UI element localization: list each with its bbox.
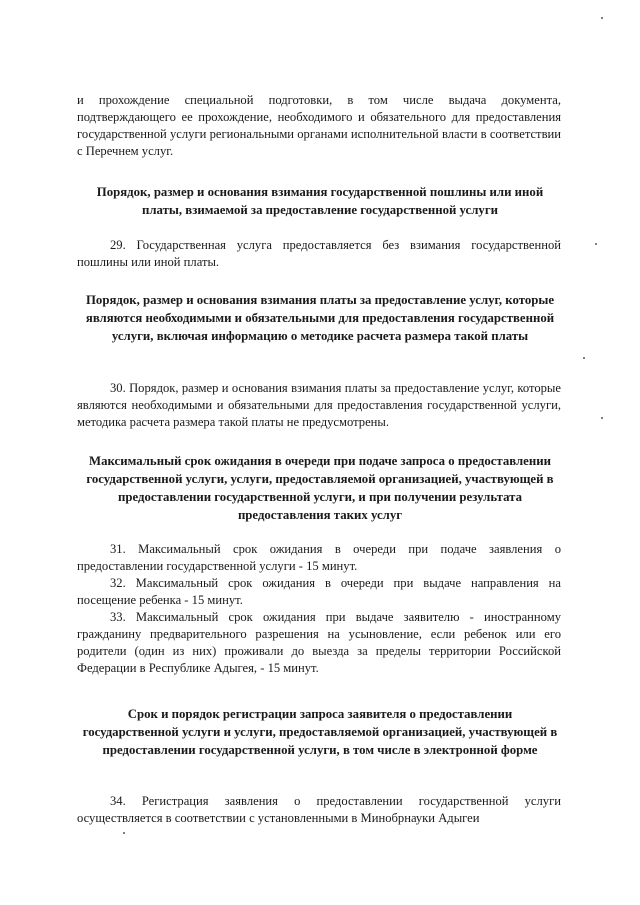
paragraph-29: 29. Государственная услуга предоставляется без взимания государственной пошлины или иной платы.	[77, 238, 561, 269]
section-heading: Порядок, размер и основания взимания платы за предоставление услуг, которые являются необходимыми и обязательными для предоставления государственной услуги, включая информацию о методике расчета размера такой платы	[85, 293, 555, 343]
clauses-31-33	[77, 541, 561, 677]
paragraph-continuation: и прохождение специальной подготовки, в том числе выдача документа, подтверждающего ее прохождение, необходимого и обязательного для предоставления государственной услуги региональными органами исполнительной власти в соответствии с Перечнем услуг.	[77, 93, 561, 158]
section-heading-queue-time	[82, 452, 558, 524]
scan-speck	[583, 357, 585, 359]
paragraph-33: 33. Максимальный срок ожидания при выдаче заявителю - иностранному гражданину предварительного разрешения на усыновление, если ребенок или его родители (один из них) проживали до выезда за пределы территории Российской Федерации в Республике Адыгея, - 15 минут.	[77, 610, 561, 675]
paragraph-31: 31. Максимальный срок ожидания в очереди при подаче заявления о предоставлении государственной услуги - 15 минут.	[77, 542, 561, 573]
scan-speck	[595, 243, 597, 245]
section-heading-fee-for-services	[82, 291, 558, 345]
section-heading: Порядок, размер и основания взимания государственной пошлины или иной платы, взимаемой за предоставление государственной услуги	[96, 185, 544, 217]
section-heading: Срок и порядок регистрации запроса заявителя о предоставлении государственной услуги и услуги, предоставляемой организацией, участвующей в предоставлении государственной услуги, в том числе в электронной форме	[82, 707, 558, 757]
paragraph-34: 34. Регистрация заявления о предоставлении государственной услуги осуществляется в соответствии с установленными в Минобрнауки Адыгеи	[77, 794, 561, 825]
scan-speck	[601, 17, 603, 19]
clause-30	[77, 380, 561, 431]
scan-speck	[123, 832, 125, 834]
paragraph-32: 32. Максимальный срок ожидания в очереди при выдаче направления на посещение ребенка - 15 минут.	[77, 576, 561, 607]
clause-29	[77, 237, 561, 271]
paragraph-30: 30. Порядок, размер и основания взимания платы за предоставление услуг, которые являются необходимыми и обязательными для предоставления государственной услуги, методика расчета размера такой платы не предусмотрены.	[77, 381, 561, 429]
clause-34	[77, 793, 561, 827]
scan-speck	[601, 417, 603, 419]
section-heading-state-fee	[82, 183, 558, 219]
document-body	[77, 92, 561, 160]
section-heading: Максимальный срок ожидания в очереди при подаче запроса о предоставлении государственной услуги, услуги, предоставляемой организацией, участвующей в предоставлении государственной услуги, и при получении результата предоставления таких услуг	[86, 454, 554, 522]
section-heading-registration	[82, 705, 558, 759]
